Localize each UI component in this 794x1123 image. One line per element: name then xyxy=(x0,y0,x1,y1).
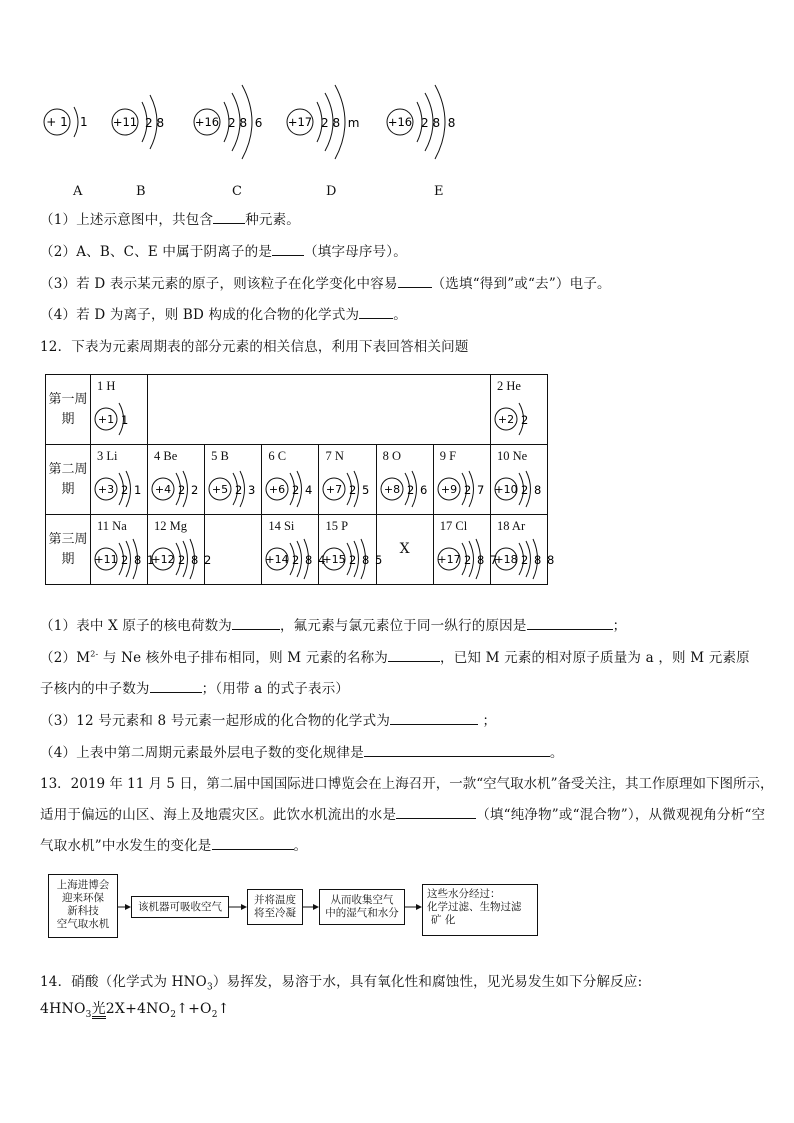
q12-part2-cont xyxy=(40,677,349,697)
q12-part4-tail: 。 xyxy=(549,745,564,761)
element-h-nucleus: +1 xyxy=(97,413,115,426)
element-p-shells: 2 8 5 xyxy=(349,553,384,567)
element-he-structure xyxy=(491,397,547,443)
eq-product-2: ↑+O xyxy=(176,1001,212,1017)
q12-part2-mid: 与 Ne 核外电子排布相同，则 M 元素的名称为 xyxy=(98,650,389,666)
element-be xyxy=(148,445,204,514)
q13-line3-text: 气取水机”中水发生的变化是 xyxy=(40,838,212,854)
q12-part3-blank[interactable] xyxy=(390,711,478,725)
q12-part4-blank[interactable] xyxy=(364,743,550,757)
q12-part3-tail: ； xyxy=(478,713,497,729)
flow-box-5-line1: 这些水分经过： xyxy=(427,888,501,900)
q11-part4-blank[interactable] xyxy=(359,305,393,319)
element-he-nucleus: +2 xyxy=(497,413,515,426)
flow-box-2: 该机器可吸收空气 xyxy=(131,896,229,918)
flow-box-4-line2: 中的湿气和水分 xyxy=(325,907,399,919)
atom-e-letter: E xyxy=(434,184,444,199)
element-o xyxy=(377,445,433,514)
q12-part3 xyxy=(40,709,496,729)
q12-title: 12．下表为元素周期表的部分元素的相关信息，利用下表回答相关问题 xyxy=(40,339,469,355)
element-c-label: 6 C xyxy=(268,449,287,463)
q12-part2-blank-a[interactable] xyxy=(388,648,440,662)
q12-part2-cont-tail: ；（用带 a 的式子表示） xyxy=(201,681,350,697)
flow-box-1-line2: 迎来环保 xyxy=(62,892,104,904)
element-ar-shells: 2 8 8 xyxy=(521,553,556,567)
element-p-structure xyxy=(319,537,384,583)
element-cl-shells: 2 8 7 xyxy=(463,553,499,567)
q12-part4-text: （4）上表中第二周期元素最外层电子数的变化规律是 xyxy=(40,745,364,761)
q11-part4-text: （4）若 D 为离子，则 BD 构成的化合物的化学式为 xyxy=(40,307,360,323)
element-li-structure xyxy=(91,467,147,513)
element-empty xyxy=(205,515,261,584)
element-si-shells: 2 8 4 xyxy=(292,553,327,567)
atom-diagrams xyxy=(0,80,794,200)
element-c xyxy=(262,445,318,514)
element-c-shells: 2 4 xyxy=(292,483,314,497)
element-p-label: 15 P xyxy=(325,519,349,533)
element-si-nucleus: +14 xyxy=(265,553,289,566)
flow-box-1-line3: 新科技 xyxy=(67,905,99,917)
element-b-structure xyxy=(205,467,261,513)
element-na-nucleus: +11 xyxy=(94,553,118,566)
q11-part1-blank[interactable] xyxy=(213,210,245,224)
element-b-nucleus: +5 xyxy=(212,483,229,496)
element-p-nucleus: +15 xyxy=(322,553,347,566)
element-be-shells: 2 2 xyxy=(178,483,200,497)
periodic-table xyxy=(45,374,556,585)
element-ne xyxy=(491,445,547,514)
element-be-label: 4 Be xyxy=(154,449,178,463)
q11-part1 xyxy=(40,208,300,228)
eq-product-1: 2X+4NO xyxy=(105,1001,171,1017)
atom-a xyxy=(44,107,88,137)
element-n-structure xyxy=(319,467,375,513)
element-si-structure xyxy=(262,537,327,583)
q13-line3 xyxy=(40,834,307,854)
element-o-shells: 2 6 xyxy=(406,483,428,497)
q11-part4 xyxy=(40,303,407,323)
element-na-shells: 2 8 1 xyxy=(121,553,156,567)
q12-part2-cont-text: 子核内的中子数为 xyxy=(40,681,150,697)
q12-part1-blank-b[interactable] xyxy=(527,616,613,630)
element-b xyxy=(205,445,261,514)
q12-part2-mid2: ，已知 M 元素的相对原子质量为 a ，则 M 元素原 xyxy=(440,650,750,666)
element-o-label: 8 O xyxy=(382,449,402,463)
flow-chart xyxy=(0,870,794,942)
element-c-nucleus: +6 xyxy=(269,483,286,496)
period-3-label: 第三周期 xyxy=(48,532,88,567)
element-o-nucleus: +8 xyxy=(383,483,400,496)
element-mg-structure xyxy=(148,537,213,583)
element-ne-label: 10 Ne xyxy=(497,449,528,463)
element-he xyxy=(491,375,547,444)
q13-line2-tail: （填“纯净物”或“混合物”），从微观视角分析“空 xyxy=(476,807,766,823)
eq-reactant: 4HNO xyxy=(40,1001,86,1017)
eq-product-2-sub: 2 xyxy=(211,1009,218,1020)
atom-d-shells: 2 8 m xyxy=(321,116,360,130)
element-ar-label: 18 Ar xyxy=(497,519,526,533)
q12-part1-blank-a[interactable] xyxy=(232,616,280,630)
q13-line2 xyxy=(40,803,765,823)
element-li-shells: 2 1 xyxy=(121,483,143,497)
atom-c-nucleus: +16 xyxy=(194,115,220,129)
q12-part1-tail: ； xyxy=(612,618,627,634)
element-n-label: 7 N xyxy=(325,449,344,463)
element-o-structure xyxy=(377,467,433,513)
element-na-label: 11 Na xyxy=(97,519,127,533)
eq-condition: 光 xyxy=(91,1001,106,1017)
atom-d xyxy=(287,85,359,159)
flow-box-1-line1: 上海进博会 xyxy=(56,879,110,891)
q14-line1-text: 14．硝酸（化学式为 HNO xyxy=(40,974,207,990)
element-x-label: X xyxy=(399,541,410,557)
element-n-shells: 2 5 xyxy=(349,483,371,497)
element-h-structure xyxy=(91,397,147,443)
atom-c xyxy=(194,85,262,159)
element-h-label: 1 H xyxy=(97,379,116,393)
flow-box-3-line2: 将至冷凝 xyxy=(254,907,296,919)
atom-e xyxy=(387,85,455,159)
atom-a-nucleus: + 1 xyxy=(46,115,68,129)
q13-line1: 13．2019 年 11 月 5 日，第二届中国国际进口博览会在上海召开，一款“空气取水机”备受关注，其工作原理如下图所示， xyxy=(40,776,774,792)
atom-b xyxy=(112,95,164,149)
q13-blank-a[interactable] xyxy=(396,805,476,819)
q11-part1-tail: 种元素。 xyxy=(245,212,301,228)
element-na-structure xyxy=(91,537,156,583)
q12-part1 xyxy=(40,614,626,634)
q11-part1-text: （1）上述示意图中，共包含 xyxy=(40,212,214,228)
period-1-label: 第一周期 xyxy=(48,392,88,427)
element-mg-nucleus: +12 xyxy=(151,553,175,566)
atom-b-letter: B xyxy=(136,184,146,199)
element-ar xyxy=(491,515,556,584)
element-cl xyxy=(434,515,499,584)
atom-a-letter: A xyxy=(73,184,83,199)
q11-part2-text: （2）A、B、C、E 中属于阴离子的是 xyxy=(40,244,273,260)
period-2-label: 第二周期 xyxy=(48,462,88,497)
element-cl-nucleus: +17 xyxy=(437,553,461,566)
q14-line1-tail: ）易挥发，易溶于水，具有氧化性和腐蚀性，见光易发生如下分解反应: xyxy=(212,974,643,990)
element-f-structure xyxy=(434,467,490,513)
element-f xyxy=(434,445,490,514)
element-h xyxy=(91,375,147,444)
q11-part3 xyxy=(40,272,611,292)
element-ne-shells: 2 8 xyxy=(521,483,543,497)
q14-equation xyxy=(40,1001,230,1020)
element-b-label: 5 B xyxy=(211,449,229,463)
element-f-label: 9 F xyxy=(439,449,457,463)
element-f-shells: 2 7 xyxy=(463,483,486,497)
element-cl-structure xyxy=(434,537,499,583)
q12-part2-blank-b[interactable] xyxy=(150,679,202,693)
q11-part3-tail: （选填“得到”或“去”）电子。 xyxy=(431,276,611,292)
element-na xyxy=(91,515,156,584)
element-li-nucleus: +3 xyxy=(97,483,115,496)
element-mg-label: 12 Mg xyxy=(154,519,187,533)
period-1-gap xyxy=(148,375,490,444)
element-mg xyxy=(148,515,213,584)
flow-arrows xyxy=(0,870,794,942)
element-si xyxy=(262,515,327,584)
atom-a-shells: 1 xyxy=(80,115,88,129)
element-ar-nucleus: +18 xyxy=(494,553,518,566)
q11-part2-blank[interactable] xyxy=(272,242,304,256)
q11-part3-text: （3）若 D 表示某元素的原子，则该粒子在化学变化中容易 xyxy=(40,276,398,292)
q12-part2 xyxy=(40,646,750,666)
atom-b-nucleus: +11 xyxy=(112,115,138,129)
element-mg-shells: 2 8 2 xyxy=(178,553,213,567)
element-li-label: 3 Li xyxy=(97,449,118,463)
element-h-shells: 1 xyxy=(121,413,130,427)
element-cl-label: 17 Cl xyxy=(439,519,468,533)
q13-line3-tail: 。 xyxy=(293,838,308,854)
q13-line2-text: 适用于偏远的山区、海上及地震灾区。此饮水机流出的水是 xyxy=(40,807,397,823)
q14-line1 xyxy=(40,970,642,993)
atom-c-shells: 2 8 6 xyxy=(228,116,263,130)
q12-part1-text: （1）表中 X 原子的核电荷数为 xyxy=(40,618,232,634)
q14-line1-sub: 3 xyxy=(206,982,213,993)
element-be-structure xyxy=(148,467,204,513)
element-li xyxy=(91,445,147,514)
flow-box-1-line4: 空气取水机 xyxy=(56,918,110,930)
eq-reactant-sub: 3 xyxy=(85,1009,92,1020)
element-ne-structure xyxy=(491,467,547,513)
atom-e-shells: 2 8 8 xyxy=(421,116,456,130)
atom-e-nucleus: +16 xyxy=(387,115,413,129)
atom-d-nucleus: +17 xyxy=(287,115,313,129)
atom-b-shells: 2 8 xyxy=(145,116,165,130)
q11-part2 xyxy=(40,240,407,260)
flow-box-4-line1: 从而收集空气 xyxy=(330,894,394,906)
q12-part2-sup: 2- xyxy=(90,649,99,659)
element-x xyxy=(377,515,433,584)
atom-c-letter: C xyxy=(232,184,242,199)
element-be-nucleus: +4 xyxy=(154,483,172,496)
element-p xyxy=(319,515,384,584)
q12-part3-text: （3）12 号元素和 8 号元素一起形成的化合物的化学式为 xyxy=(40,713,391,729)
atom-diagram-svg xyxy=(0,80,794,170)
atom-d-letter: D xyxy=(326,184,337,199)
eq-product-1-sub: 2 xyxy=(170,1009,177,1020)
q12-part1-mid: ，氟元素与氯元素位于同一纵行的原因是 xyxy=(279,618,527,634)
element-f-nucleus: +9 xyxy=(440,483,457,496)
element-n-nucleus: +7 xyxy=(326,483,343,496)
q12-part4 xyxy=(40,741,564,761)
element-si-label: 14 Si xyxy=(268,519,295,533)
element-he-shells: 2 xyxy=(521,413,530,427)
q13-blank-b[interactable] xyxy=(212,836,294,850)
element-c-structure xyxy=(262,467,318,513)
q12-part2-text: （2）M xyxy=(40,650,91,666)
element-b-shells: 2 3 xyxy=(235,483,257,497)
element-ne-nucleus: +10 xyxy=(494,483,518,496)
element-he-label: 2 He xyxy=(497,379,521,393)
flow-box-5-line2: 化学过滤、生物过滤 xyxy=(427,901,522,913)
q11-part2-tail: （填字母序号）。 xyxy=(304,244,407,260)
eq-gas-arrow: ↑ xyxy=(217,1001,230,1017)
q11-part4-tail: 。 xyxy=(393,307,407,323)
q11-part3-blank[interactable] xyxy=(398,274,432,288)
element-n xyxy=(319,445,375,514)
element-ar-structure xyxy=(491,537,556,583)
flow-box-3-line1: 并将温度 xyxy=(254,894,296,906)
flow-box-5-line3: 矿 化 xyxy=(431,914,456,926)
